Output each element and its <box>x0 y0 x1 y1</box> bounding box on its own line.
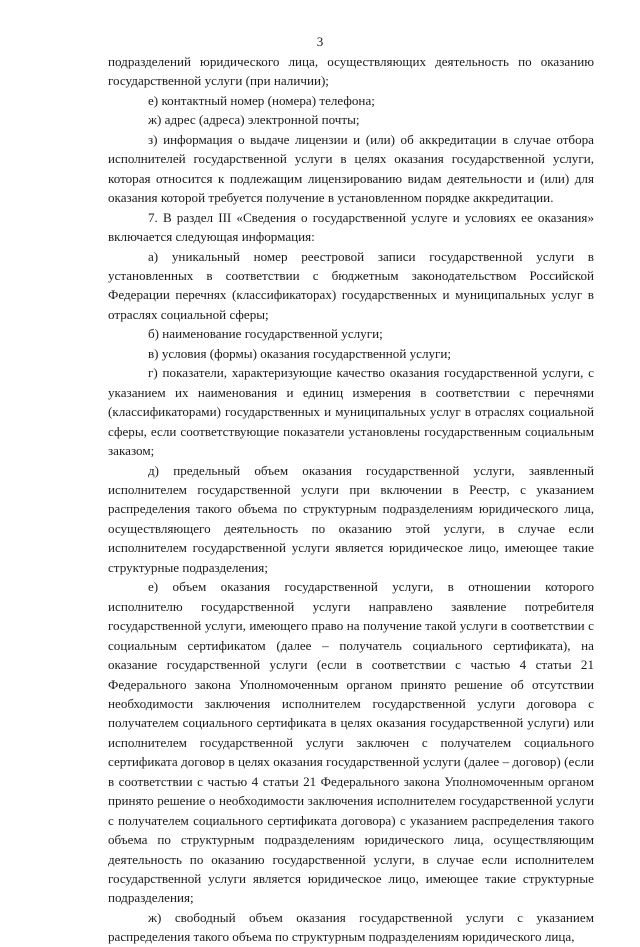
paragraph: з) информация о выдаче лицензии и (или) об аккредитации в случае отбора исполнителей государственной услуги в целях оказания государственной услуги, которая относится к подлежащим лицензированию видам деятельности и (или) для оказания которой требуется получение в установленном порядке аккредитации. <box>108 131 594 206</box>
paragraph: б) наименование государственной услуги; <box>148 326 383 342</box>
paragraph: г) показатели, характеризующие качество оказания государственной услуги, с указанием их наименования и единиц измерения в соответствии с перечнями (классификаторами) государственных и муниципальных услуг в отраслях социальной сферы, если соответствующие показатели установлены государственным социальным заказом; <box>108 365 594 459</box>
document-body <box>108 52 594 947</box>
paragraph: ж) адрес (адреса) электронной почты; <box>148 112 360 128</box>
paragraph: 7. В раздел III «Сведения о государственной услуге и условиях ее оказания» включается следующая информация: <box>108 209 594 245</box>
page-number: 3 <box>316 34 324 49</box>
paragraph: ж) свободный объем оказания государственной услуги с указанием распределения такого объема по структурным подразделениям юридического лица, <box>108 909 594 945</box>
paragraph: е) контактный номер (номера) телефона; <box>148 92 375 108</box>
paragraph: е) объем оказания государственной услуги, в отношении которого исполнителю государственной услуги направлено заявление потребителя государственной услуги, имеющего право на получение такой услуги в соответствии с социальным сертификатом (далее – получатель социального сертификата), на оказание государственной услуги (если в соответствии с частью 4 статьи 21 Федерального закона Уполномоченным органом принято решение об отсутствии необходимости заключения исполнителем государственной услуги договора с получателем социального сертификата в целях оказания государственной услуги) или исполнителем государственной услуги заключен с получателем социального сертификата договор в целях оказания государственной услуги (далее – договор) (если в соответствии с частью 4 статьи 21 Федерального закона Уполномоченным органом принято решение о необходимости заключения исполнителем государственной услуги с получателем социального сертификата договора) с указанием распределения такого объема по структурным подразделениям юридического лица, осуществляющим деятельность по оказанию государственной услуги, в случае если исполнителем государственной услуги является юридическое лицо, имеющее такие структурные подразделения; <box>108 579 594 906</box>
paragraph: а) уникальный номер реестровой записи государственной услуги в установленных в соответствии с бюджетным законодательством Российской Федерации перечнях (классификаторах) государственных и муниципальных услуг в отраслях социальной сферы; <box>108 248 594 322</box>
paragraph: д) предельный объем оказания государственной услуги, заявленный исполнителем государственной услуги при включении в Реестр, с указанием распределения такого объема по структурным подразделениям юридического лица, осуществляющего деятельность по оказанию этой услуги, в случае если исполнителем государственной услуги является юридическое лицо, имеющее такие структурные подразделения; <box>108 462 594 575</box>
paragraph: в) условия (формы) оказания государственной услуги; <box>148 345 452 361</box>
paragraph: подразделений юридического лица, осуществляющих деятельность по оказанию государственной услуги (при наличии); <box>108 54 594 89</box>
